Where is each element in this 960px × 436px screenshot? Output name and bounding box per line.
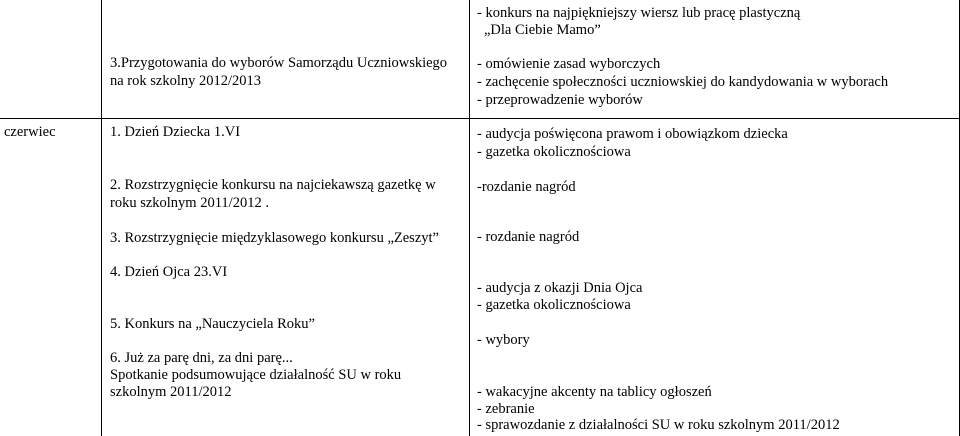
activity-line: - sprawozdanie z działalności SU w roku szkolnym 2011/2012 — [477, 417, 840, 433]
event-line: 6. Już za parę dni, za dni parę... — [110, 350, 293, 366]
activity-line: - audycja poświęcona prawom i obowiązkom dziecka — [477, 126, 788, 142]
activity-line: -rozdanie nagród — [477, 179, 576, 195]
row-divider — [0, 118, 960, 119]
activity-line: - zebranie — [477, 401, 535, 417]
event-line: 3. Rozstrzygnięcie międzyklasowego konkursu „Zeszyt” — [110, 230, 439, 246]
event-line: 3.Przygotowania do wyborów Samorządu Uczniowskiego — [110, 55, 448, 71]
column-divider-2 — [469, 0, 470, 436]
column-divider-1 — [101, 0, 102, 436]
event-line: 5. Konkurs na „Nauczyciela Roku” — [110, 316, 315, 332]
event-line: 4. Dzień Ojca 23.VI — [110, 264, 228, 280]
event-line: szkolnym 2011/2012 — [110, 384, 232, 400]
activity-line: - przeprowadzenie wyborów — [477, 92, 643, 108]
activity-line: - omówienie zasad wyborczych — [477, 56, 661, 72]
event-line: Spotkanie podsumowujące działalność SU w roku — [110, 367, 402, 383]
event-line: 2. Rozstrzygnięcie konkursu na najciekawszą gazetkę w — [110, 177, 436, 193]
activity-line: - audycja z okazji Dnia Ojca — [477, 280, 643, 296]
event-line: roku szkolnym 2011/2012 . — [110, 195, 269, 211]
activity-line: - wybory — [477, 332, 530, 348]
event-line: 1. Dzień Dziecka 1.VI — [110, 124, 241, 140]
activity-line: - zachęcenie społeczności uczniowskiej do kandydowania w wyborach — [477, 74, 889, 90]
activity-line: - gazetka okolicznościowa — [477, 297, 631, 313]
activity-line: - wakacyjne akcenty na tablicy ogłoszeń — [477, 384, 712, 400]
activity-line: - konkurs na najpiękniejszy wiersz lub pracę plastyczną — [477, 5, 801, 21]
month-cell: czerwiec — [4, 124, 56, 140]
activity-line: - gazetka okolicznościowa — [477, 144, 631, 160]
event-line: na rok szkolny 2012/2013 — [110, 73, 262, 89]
activity-line: „Dla Ciebie Mamo” — [484, 22, 601, 38]
activity-line: - rozdanie nagród — [477, 229, 580, 245]
